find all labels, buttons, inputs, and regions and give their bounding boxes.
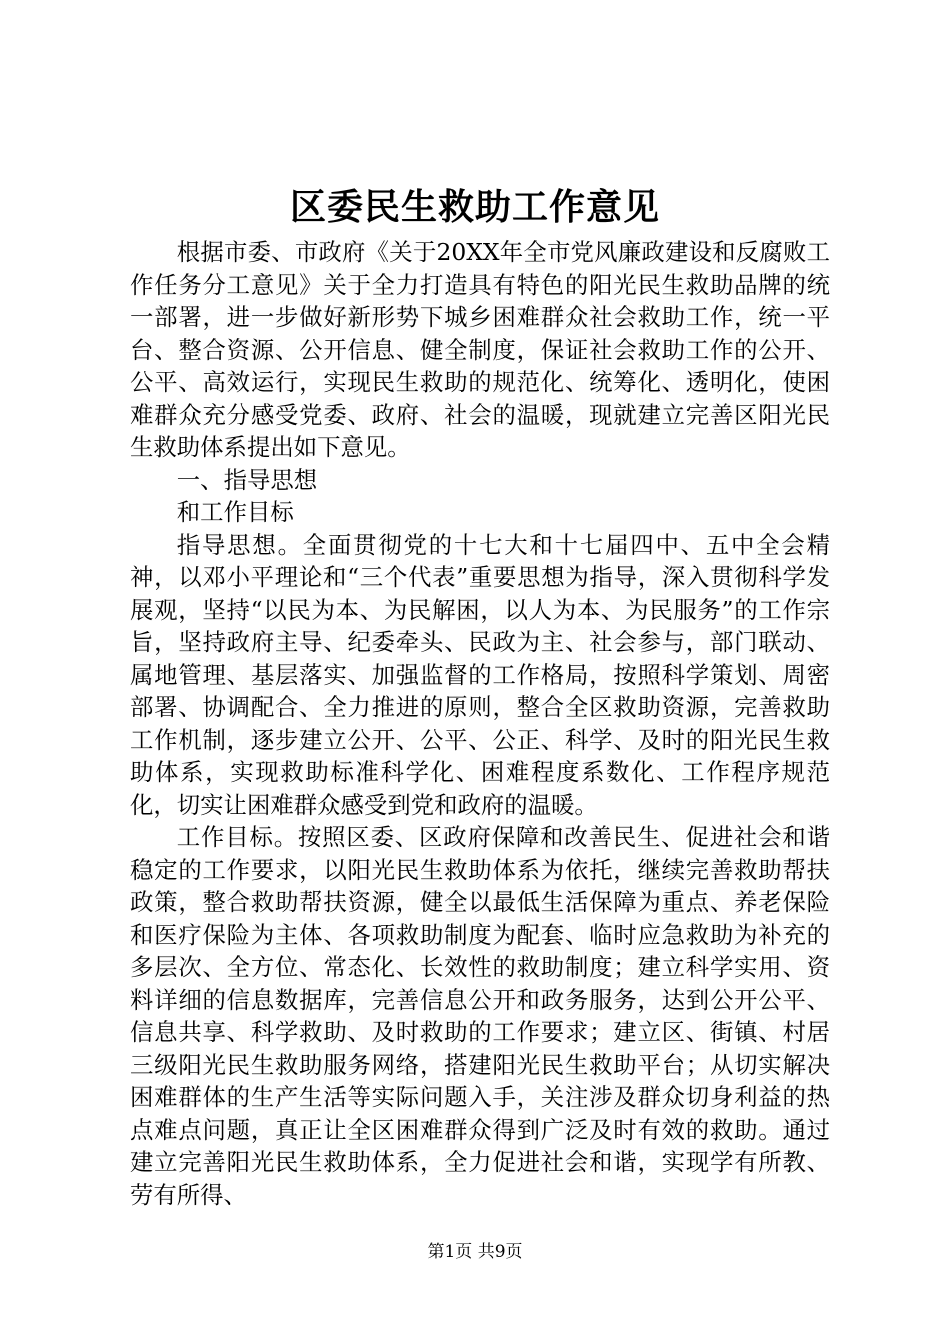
paragraph-work-goals: 工作目标。按照区委、区政府保障和改善民生、促进社会和谐稳定的工作要求，以阳光民生救助体系为依托，继续完善救助帮扶政策，整合救助帮扶资源，健全以最低生活保障为重点、养老保险和医疗保险为主体、各项救助制度为配套、临时应急救助为补充的多层次、全方位、常态化、长效性的救助制度；建立科学实用、资料详细的信息数据库，完善信息公开和政务服务，达到公开公平、信息共享、科学救助、及时救助的工作要求；建立区、街镇、村居三级阳光民生救助服务网络，搭建阳光民生救助平台；从切实解决困难群体的生产生活等实际问题入手，关注涉及群众切身利益的热点难点问题，真正让全区困难群众得到广泛及时有效的救助。通过建立完善阳光民生救助体系，全力促进社会和谐，实现学有所教、劳有所得、 <box>130 823 830 1209</box>
paragraph-guiding-thought: 指导思想。全面贯彻党的十七大和十七届四中、五中全会精神，以邓小平理论和“三个代表”重要思想为指导，深入贯彻科学发展观，坚持“以民为本、为民解困，以人为本、为民服务”的工作宗旨，坚持政府主导、纪委牵头、民政为主、社会参与，部门联动、属地管理、基层落实、加强监督的工作格局，按照科学策划、周密部署、协调配合、全力推进的原则，整合全区救助资源，完善救助工作机制，逐步建立公开、公平、公正、科学、及时的阳光民生救助体系，实现救助标准科学化、困难程度系数化、工作程序规范化，切实让困难群众感受到党和政府的温暖。 <box>130 530 830 819</box>
document-title: 区委民生救助工作意见 <box>289 186 660 228</box>
section-heading-line-1: 一、指导思想 <box>176 465 318 494</box>
section-heading-line-2: 和工作目标 <box>176 498 294 526</box>
document-body <box>130 236 830 1211</box>
paragraph-intro: 根据市委、市政府《关于20XX年全市党风廉政建设和反腐败工作任务分工意见》关于全力打造具有特色的阳光民生救助品牌的统一部署，进一步做好新形势下城乡困难群众社会救助工作，统一平台、整合资源、公开信息、健全制度，保证社会救助工作的公开、公平、高效运行，实现民生救助的规范化、统筹化、透明化，使困难群众充分感受党委、政府、社会的温暖，现就建立完善区阳光民生救助体系提出如下意见。 <box>130 238 830 461</box>
page-number-footer: 第1页 共9页 <box>427 1242 523 1262</box>
